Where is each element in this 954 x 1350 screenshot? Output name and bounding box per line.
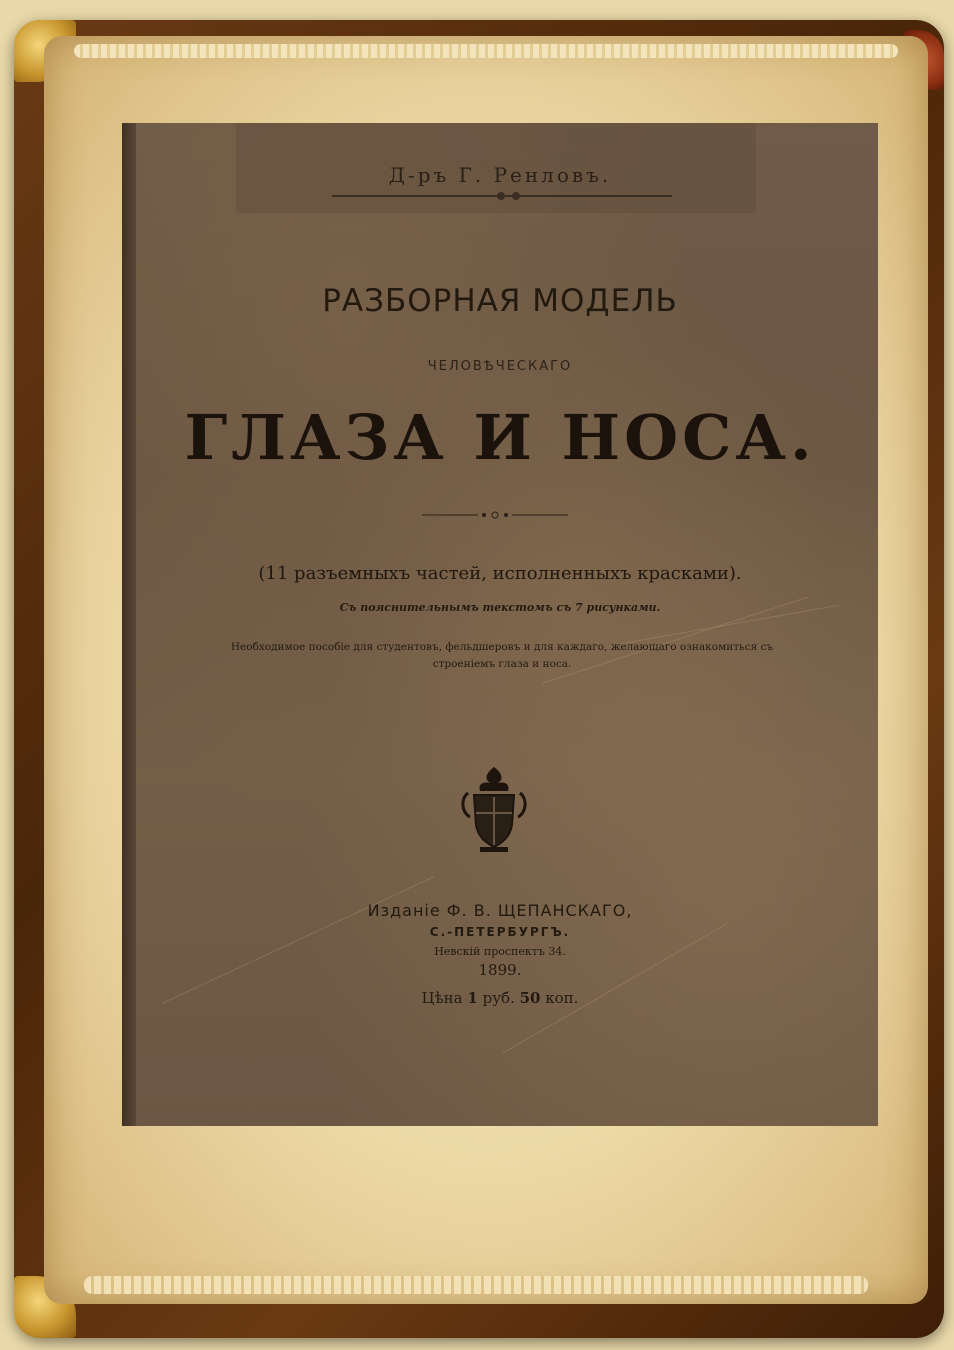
city-line: С.-ПЕТЕРБУРГЪ. bbox=[429, 925, 571, 939]
publisher-line: Изданіе Ф. В. ЩЕПАНСКАГО, bbox=[367, 901, 633, 920]
title-line-2: ГЛАЗА И НОСА. bbox=[184, 401, 816, 474]
text-note: Съ пояснительнымъ текстомъ съ 7 рисунками. bbox=[339, 601, 661, 614]
scratch bbox=[162, 876, 434, 1004]
year-line: 1899. bbox=[478, 961, 522, 979]
author-name: Д-ръ Г. Ренловъ. bbox=[388, 163, 612, 187]
price-rub-unit: руб. bbox=[482, 989, 515, 1007]
title-line-1: РАЗБОРНАЯ МОДЕЛЬ bbox=[322, 283, 678, 319]
manual-note: Необходимое пособіе для студентовъ, фельдшеровъ и для каждаго, желающаго ознакомиться съ строеніемъ глаза и носа. bbox=[230, 641, 774, 670]
price-kop: 50 bbox=[519, 989, 541, 1007]
parts-note: (11 разъемныхъ частей, исполненныхъ красками). bbox=[258, 563, 742, 584]
author-divider bbox=[332, 195, 672, 197]
publisher-crest-icon bbox=[456, 763, 532, 855]
title-subtitle: ЧЕЛОВѢЧЕСКАГО bbox=[427, 359, 573, 374]
price-line bbox=[122, 989, 878, 1007]
divider-ornament bbox=[422, 509, 568, 521]
address-line: Невскій проспектъ 34. bbox=[434, 945, 566, 958]
price-rub: 1 bbox=[467, 989, 478, 1007]
price-kop-unit: коп. bbox=[545, 989, 579, 1007]
book-cover bbox=[122, 123, 878, 1126]
price-label: Цѣна bbox=[421, 989, 463, 1007]
